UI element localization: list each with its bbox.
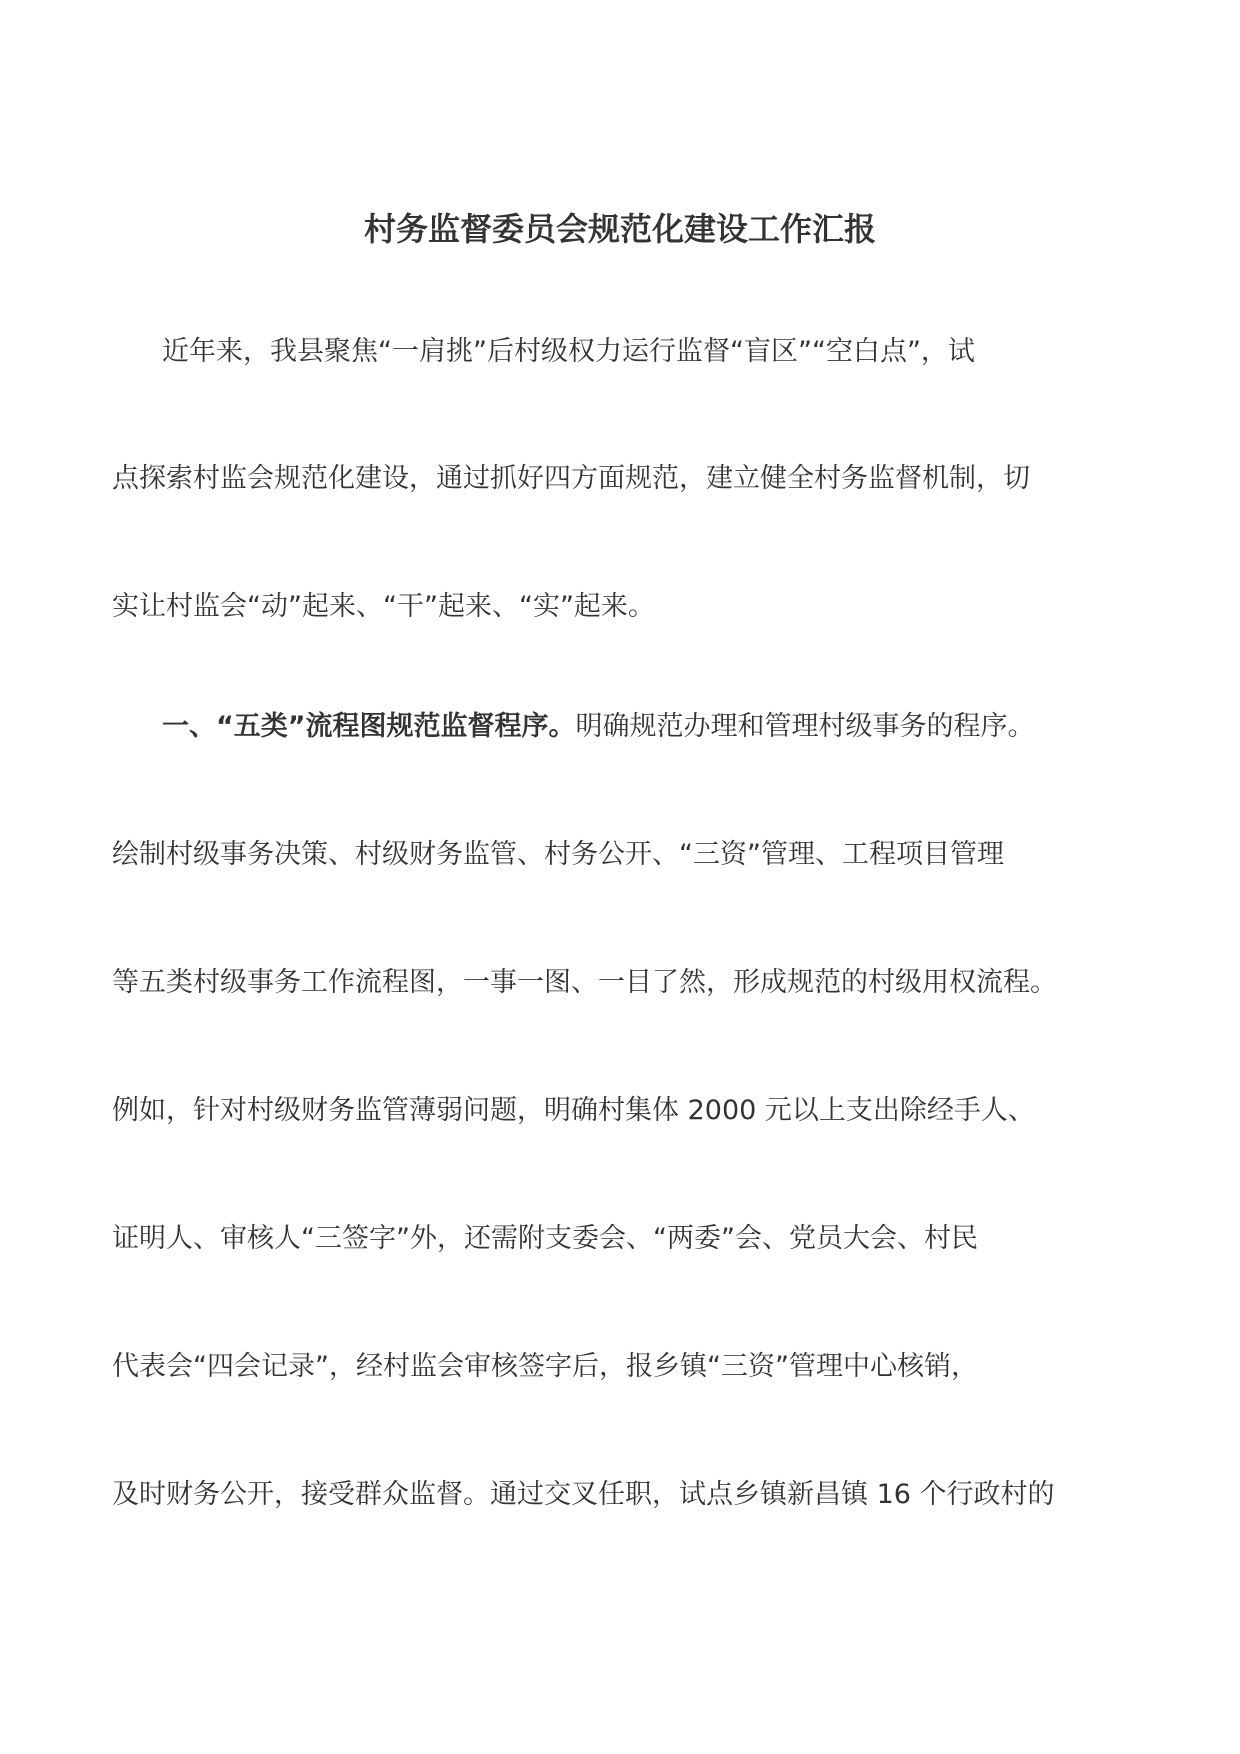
section-1-heading: 一、“五类”流程图规范监督程序。: [162, 711, 576, 742]
section-1-line-1: [162, 707, 1192, 747]
paragraph-1-line-2: 点探索村监会规范化建设，通过抓好四方面规范，建立健全村务监督机制，切: [112, 463, 1030, 494]
section-1-line-1-text: 明确规范办理和管理村级事务的程序。: [575, 711, 1035, 742]
paragraph-1-line-3: 实让村监会“动”起来、“干”起来、“实”起来。: [112, 591, 655, 622]
section-1-line-2: 绘制村级事务决策、村级财务监管、村务公开、“三资”管理、工程项目管理: [112, 839, 1004, 870]
section-1-line-5: 证明人、审核人“三签字”外，还需附支委会、“两委”会、党员大会、村民: [112, 1223, 978, 1254]
section-1-line-4: 例如，针对村级财务监管薄弱问题，明确村集体 2000 元以上支出除经手人、: [112, 1095, 1035, 1126]
section-1-line-3: 等五类村级事务工作流程图，一事一图、一目了然，形成规范的村级用权流程。: [112, 967, 1057, 998]
document-title: 村务监督委员会规范化建设工作汇报: [363, 210, 876, 248]
section-1-line-7: 及时财务公开，接受群众监督。通过交叉任职，试点乡镇新昌镇 16 个行政村的: [112, 1479, 1055, 1510]
paragraph-1-line-1: 近年来，我县聚焦“一肩挑”后村级权力运行监督“盲区”“空白点”，试: [162, 336, 975, 367]
section-1-line-6: 代表会“四会记录”，经村监会审核签字后，报乡镇“三资”管理中心核销，: [112, 1351, 978, 1382]
